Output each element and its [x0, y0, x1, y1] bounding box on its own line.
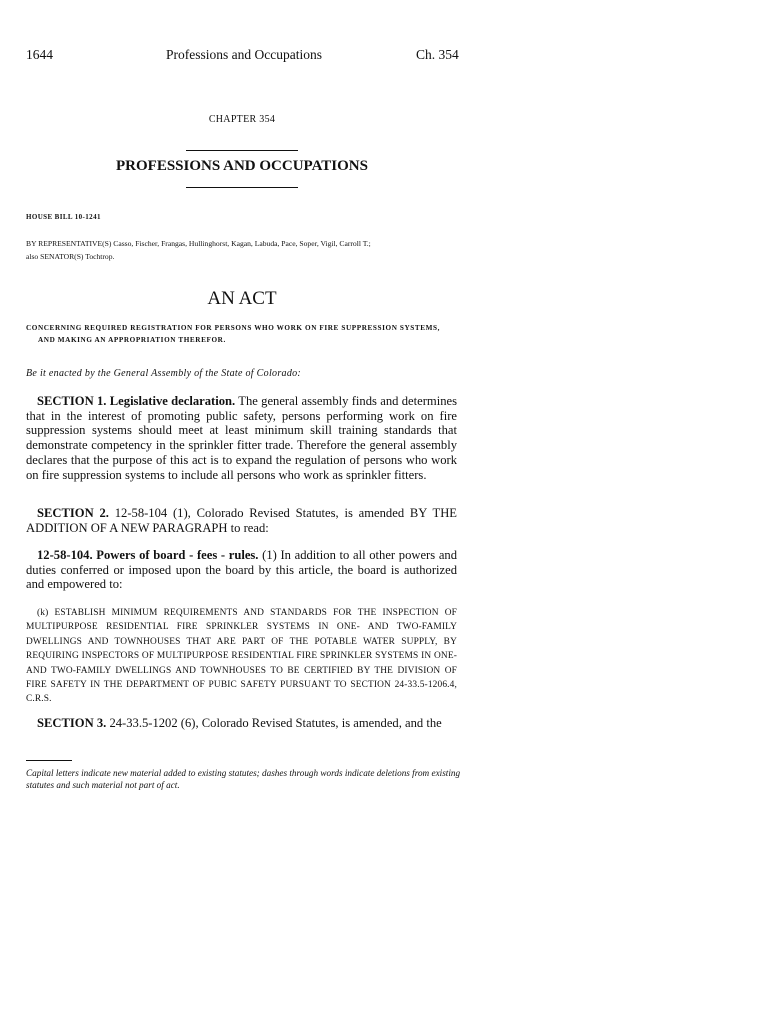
sponsors	[26, 237, 466, 263]
section-1	[26, 394, 457, 482]
act-heading: AN ACT	[207, 288, 277, 309]
act-subject	[26, 322, 466, 346]
paragraph-k	[26, 606, 457, 707]
section-3-text: 24-33.5-1202 (6), Colorado Revised Statutes, is amended, and the	[106, 716, 442, 730]
section-3-heading: SECTION 3.	[37, 716, 107, 730]
section-1-text: The general assembly finds and determines that in the interest of promoting public safety, persons performing work on fire suppression systems should meet at least minimum skill training standards that demonstrate competency in the sprinkler fitter trade. Therefore the general assembly declares that the purpose of this act is to expand the regulation of persons who work on fire suppression systems to include all persons who work as sprinkler fitters.	[26, 394, 457, 482]
footnote-rule	[26, 760, 72, 761]
sponsors-senators: also SENATOR(S) Tochtrop.	[26, 252, 115, 261]
title-rule-bottom	[186, 187, 298, 188]
enacting-clause: Be it enacted by the General Assembly of the State of Colorado:	[26, 368, 302, 379]
running-title: Professions and Occupations	[166, 47, 322, 62]
section-2-text: 12-58-104 (1), Colorado Revised Statutes, is amended BY THE ADDITION OF A NEW PARAGRAPH to read:	[26, 506, 457, 535]
chapter-reference: Ch. 354	[416, 47, 459, 62]
act-subject-line1: CONCERNING REQUIRED REGISTRATION FOR PERSONS WHO WORK ON FIRE SUPPRESSION SYSTEMS,	[26, 324, 441, 332]
chapter-title: PROFESSIONS AND OCCUPATIONS	[116, 158, 368, 174]
section-1-heading: SECTION 1. Legislative declaration.	[37, 394, 236, 408]
footnote: Capital letters indicate new material added to existing statutes; dashes through words indicate deletions from existing statutes and such material not part of act.	[26, 768, 461, 791]
chapter-label: CHAPTER 354	[208, 114, 276, 125]
statute-text: (1) In addition to all other powers and duties conferred or imposed upon the board by this article, the board is authorized and empowered to:	[26, 548, 457, 592]
section-3	[26, 716, 457, 731]
statute-12-58-104	[26, 548, 457, 592]
section-2-heading: SECTION 2.	[37, 506, 109, 520]
bill-id: HOUSE BILL 10-1241	[26, 213, 101, 221]
act-subject-line2: AND MAKING AN APPROPRIATION THEREFOR.	[38, 336, 226, 344]
statute-heading: 12-58-104. Powers of board - fees - rules.	[37, 548, 259, 562]
sponsors-representatives: BY REPRESENTATIVE(S) Casso, Fischer, Frangas, Hullinghorst, Kagan, Labuda, Pace, Soper, Vigil, Carroll T.;	[26, 239, 371, 248]
paragraph-k-text: (k) ESTABLISH MINIMUM REQUIREMENTS AND STANDARDS FOR THE INSPECTION OF MULTIPURPOSE RESIDENTIAL FIRE SPRINKLER SYSTEMS IN ONE- AND TWO-FAMILY DWELLINGS AND TOWNHOUSES THAT ARE PART OF THE POTABLE WATER SUPPLY, BY REQUIRING INSPECTORS OF MULTIPURPOSE RESIDENTIAL FIRE SPRINKLER SYSTEMS IN ONE- AND TWO-FAMILY DWELLINGS AND TOWNHOUSES TO BE CERTIFIED BY THE DIVISION OF FIRE SAFETY IN THE DEPARTMENT OF PUBIC SAFETY PURSUANT TO SECTION 24-33.5-1206.4, C.R.S.	[26, 608, 457, 705]
page-number: 1644	[26, 47, 53, 62]
title-rule-top	[186, 150, 298, 151]
section-2	[26, 506, 457, 535]
